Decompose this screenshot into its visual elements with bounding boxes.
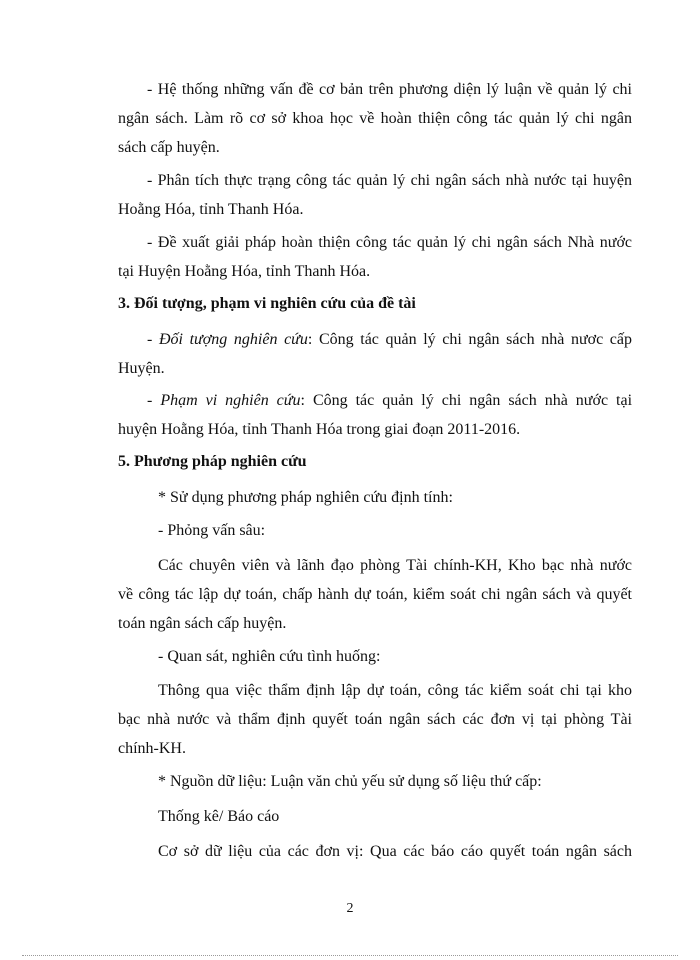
page-bottom-divider <box>22 955 678 956</box>
text-line: - Quan sát, nghiên cứu tình huống: <box>158 648 381 665</box>
text-line: Các chuyên viên và lãnh đạo phòng Tài chính-KH, Kho bạc nhà nước <box>158 557 632 574</box>
paragraph-interview <box>118 516 632 545</box>
paragraph-objective-3 <box>118 228 632 286</box>
paragraph-interviewees <box>118 551 632 638</box>
paragraph-objective-2 <box>118 166 632 224</box>
page-number: 2 <box>346 901 354 916</box>
text-line: - Đề xuất giải pháp hoàn thiện công tác quản lý chi ngân sách Nhà nước <box>147 234 632 251</box>
dash: - <box>147 392 161 409</box>
italic-label-subject: Đối tượng nghiên cứu <box>158 331 308 348</box>
text-line: - Phân tích thực trạng công tác quản lý chi ngân sách nhà nước tại huyện <box>147 172 632 189</box>
italic-label-scope: Phạm vi nghiên cứu <box>160 392 301 409</box>
paragraph-statistics <box>118 802 632 831</box>
heading-text: 5. Phương pháp nghiên cứu <box>118 453 307 470</box>
text-line: về công tác lập dự toán, chấp hành dự toán, kiểm soát chi ngân sách và quyết <box>118 586 632 603</box>
subject-text: Công tác quản lý chi ngân sách nhà nươc cấp <box>318 331 632 348</box>
text-line: Thống kê/ Báo cáo <box>158 808 280 825</box>
text-line: bạc nhà nước và thẩm định quyết toán ngân sách các đơn vị tại phòng Tài <box>118 711 632 728</box>
text-line: Thông qua việc thẩm định lập dự toán, công tác kiểm soát chi tại kho <box>158 682 632 699</box>
text-line: - Hệ thống những vấn đề cơ bản trên phương diện lý luận về quản lý chi <box>147 81 632 98</box>
paragraph-research-scope <box>118 386 632 444</box>
text-line: Hoằng Hóa, tỉnh Thanh Hóa. <box>118 201 304 218</box>
text-line: * Nguồn dữ liệu: Luận văn chủ yếu sử dụng số liệu thứ cấp: <box>158 773 542 790</box>
paragraph-observation <box>118 642 632 671</box>
text-line: toán ngân sách cấp huyện. <box>118 615 287 632</box>
paragraph-database <box>118 837 632 866</box>
text-line <box>118 386 632 415</box>
colon: : <box>307 331 319 348</box>
text-line: sách cấp huyện. <box>118 139 220 156</box>
text-line: * Sử dụng phương pháp nghiên cứu định tính: <box>158 489 453 506</box>
text-line: chính-KH. <box>118 740 186 757</box>
colon: : <box>300 392 313 409</box>
section-heading-3 <box>118 289 632 318</box>
heading-text: 3. Đối tượng, phạm vi nghiên cứu của đề tài <box>118 295 416 312</box>
text-line: Huyện. <box>118 360 165 377</box>
text-line: tại Huyện Hoằng Hóa, tỉnh Thanh Hóa. <box>118 263 371 280</box>
text-line <box>118 325 632 354</box>
text-line: ngân sách. Làm rõ cơ sở khoa học về hoàn thiện công tác quản lý chi ngân <box>118 110 632 127</box>
paragraph-data-source <box>118 767 632 796</box>
paragraph-objective-1 <box>118 75 632 162</box>
text-line: Cơ sở dữ liệu của các đơn vị: Qua các báo cáo quyết toán ngân sách <box>158 843 632 860</box>
paragraph-qualitative <box>118 483 632 512</box>
text-line: huyện Hoằng Hóa, tỉnh Thanh Hóa trong giai đoạn 2011-2016. <box>118 421 521 438</box>
paragraph-research-subject <box>118 325 632 383</box>
dash: - <box>147 331 159 348</box>
section-heading-5 <box>118 447 632 476</box>
paragraph-case-study <box>118 676 632 763</box>
text-line: - Phỏng vấn sâu: <box>158 522 266 539</box>
scope-text: Công tác quản lý chi ngân sách nhà nước tại <box>312 392 633 409</box>
